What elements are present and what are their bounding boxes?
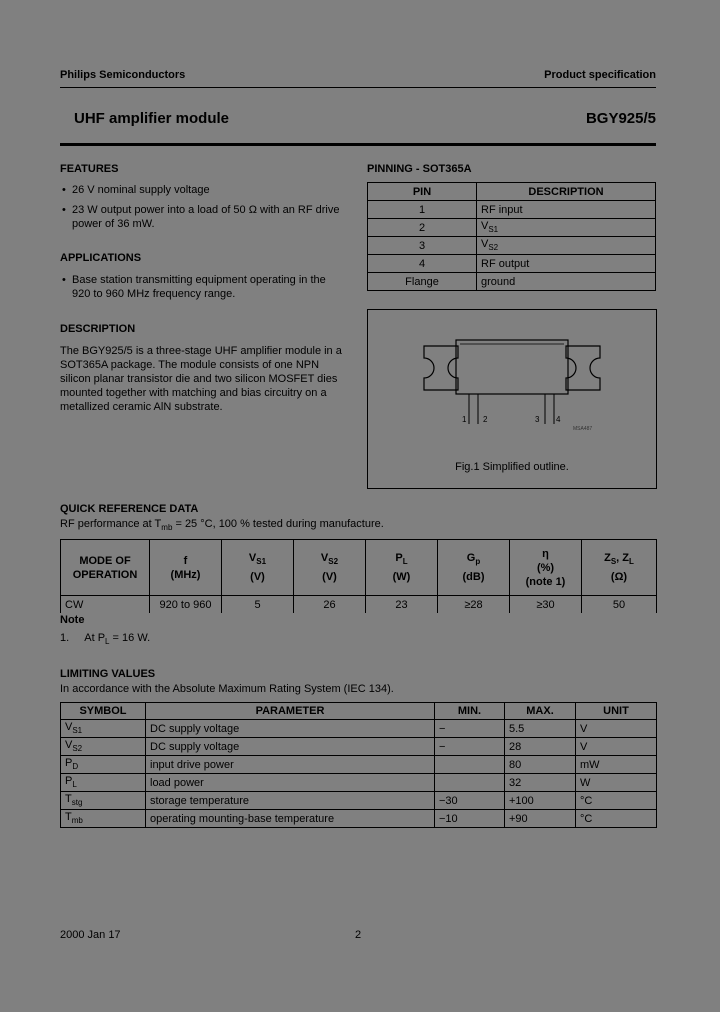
- part-number: BGY925/5: [585, 110, 656, 127]
- table-row: $T_{mb}$ operating mounting-base temperature −10 +90 °C: [61, 810, 657, 828]
- limiting-intro: In accordance with the Absolute Maximum Rating System (IEC 134).: [60, 683, 394, 695]
- package-outline-drawing: [368, 310, 656, 450]
- quick-ref-heading: QUICK REFERENCE DATA: [60, 503, 199, 515]
- flange-right: [566, 346, 600, 390]
- header-rule: [60, 87, 656, 88]
- description-heading: DESCRIPTION: [60, 323, 136, 335]
- package-body: [456, 340, 568, 394]
- quick-ref-table: [60, 539, 657, 613]
- col-f: f (MHz): [150, 540, 222, 596]
- limiting-table: [60, 702, 657, 828]
- feature-item: • 23 W output power into a load of 50 Ω with an RF drive power of 36 mW.: [62, 204, 340, 230]
- table-row: 1 RF input: [368, 201, 656, 219]
- pin-label: 2: [483, 415, 488, 424]
- description-text: The BGY925/5 is a three-stage UHF amplifier module in a SOT365A package. The module consists of one NPN silicon planar transistor die and two silicon MOSFET dies mounted together with matching and bias circuitry on a metallized ceramic AlN substrate.: [60, 345, 342, 413]
- table-row: Flange ground: [368, 273, 656, 291]
- table-row: $V_{S1}$ DC supply voltage − 5.5 V: [61, 720, 657, 738]
- col-min: MIN.: [435, 703, 505, 720]
- col-vs1: $V_{S1}$ (V): [222, 540, 294, 596]
- table-row: 3 $V_{S2}$: [368, 237, 656, 255]
- pin-label: 4: [556, 415, 561, 424]
- figure-box: [367, 309, 657, 489]
- table-row: 2 $V_{S1}$: [368, 219, 656, 237]
- page-title: UHF amplifier module: [74, 110, 230, 127]
- table-row: 4 RF output: [368, 255, 656, 273]
- col-max: MAX.: [505, 703, 576, 720]
- col-vs2: $V_{S2}$ (V): [294, 540, 366, 596]
- note-heading: Note: [60, 614, 85, 626]
- pin-label: 3: [535, 415, 540, 424]
- col-unit: UNIT: [576, 703, 657, 720]
- col-description: DESCRIPTION: [477, 183, 656, 201]
- pinning-heading: PINNING - SOT365A: [367, 163, 472, 175]
- table-row: $T_{stg}$ storage temperature −30 +100 °C: [61, 792, 657, 810]
- title-rule: [60, 143, 656, 146]
- col-z: $Z_S$, $Z_L$ (Ω): [582, 540, 657, 596]
- figure-caption: Fig.1 Simplified outline.: [455, 461, 569, 473]
- col-symbol: SYMBOL: [61, 703, 146, 720]
- flange-left: [424, 346, 458, 390]
- applications-heading: APPLICATIONS: [60, 252, 142, 264]
- features-heading: FEATURES: [60, 163, 119, 175]
- table-row: $V_{S2}$ DC supply voltage − 28 V: [61, 738, 657, 756]
- col-gp: $G_p$ (dB): [438, 540, 510, 596]
- table-row: CW 920 to 960 5 26 23 ≥28 ≥30 50: [61, 596, 657, 614]
- col-parameter: PARAMETER: [146, 703, 435, 720]
- footer-date: 2000 Jan 17: [60, 929, 121, 941]
- page-number: 2: [355, 929, 362, 941]
- company-name: Philips Semiconductors: [60, 69, 186, 81]
- table-row: $P_D$ input drive power 80 mW: [61, 756, 657, 774]
- application-item: • Base station transmitting equipment operating in the 920 to 960 MHz frequency range.: [62, 274, 326, 300]
- limiting-heading: LIMITING VALUES: [60, 668, 156, 680]
- figure-code: MSA487: [573, 426, 593, 432]
- col-pin: PIN: [368, 183, 477, 201]
- quick-ref-intro: RF performance at $T_{mb} = 25$ °C, 100 % tested during manufacture.: [60, 518, 384, 533]
- col-mode: MODE OF OPERATION: [61, 540, 150, 596]
- document-type: Product specification: [544, 69, 656, 81]
- col-pl: $P_L$ (W): [366, 540, 438, 596]
- note-text: 1. At $P_L = 16$ W.: [60, 632, 151, 647]
- col-eta: η (%) (note 1): [510, 540, 582, 596]
- pin-label: 1: [462, 415, 467, 424]
- table-row: $P_L$ load power 32 W: [61, 774, 657, 792]
- pinning-table: [367, 182, 656, 291]
